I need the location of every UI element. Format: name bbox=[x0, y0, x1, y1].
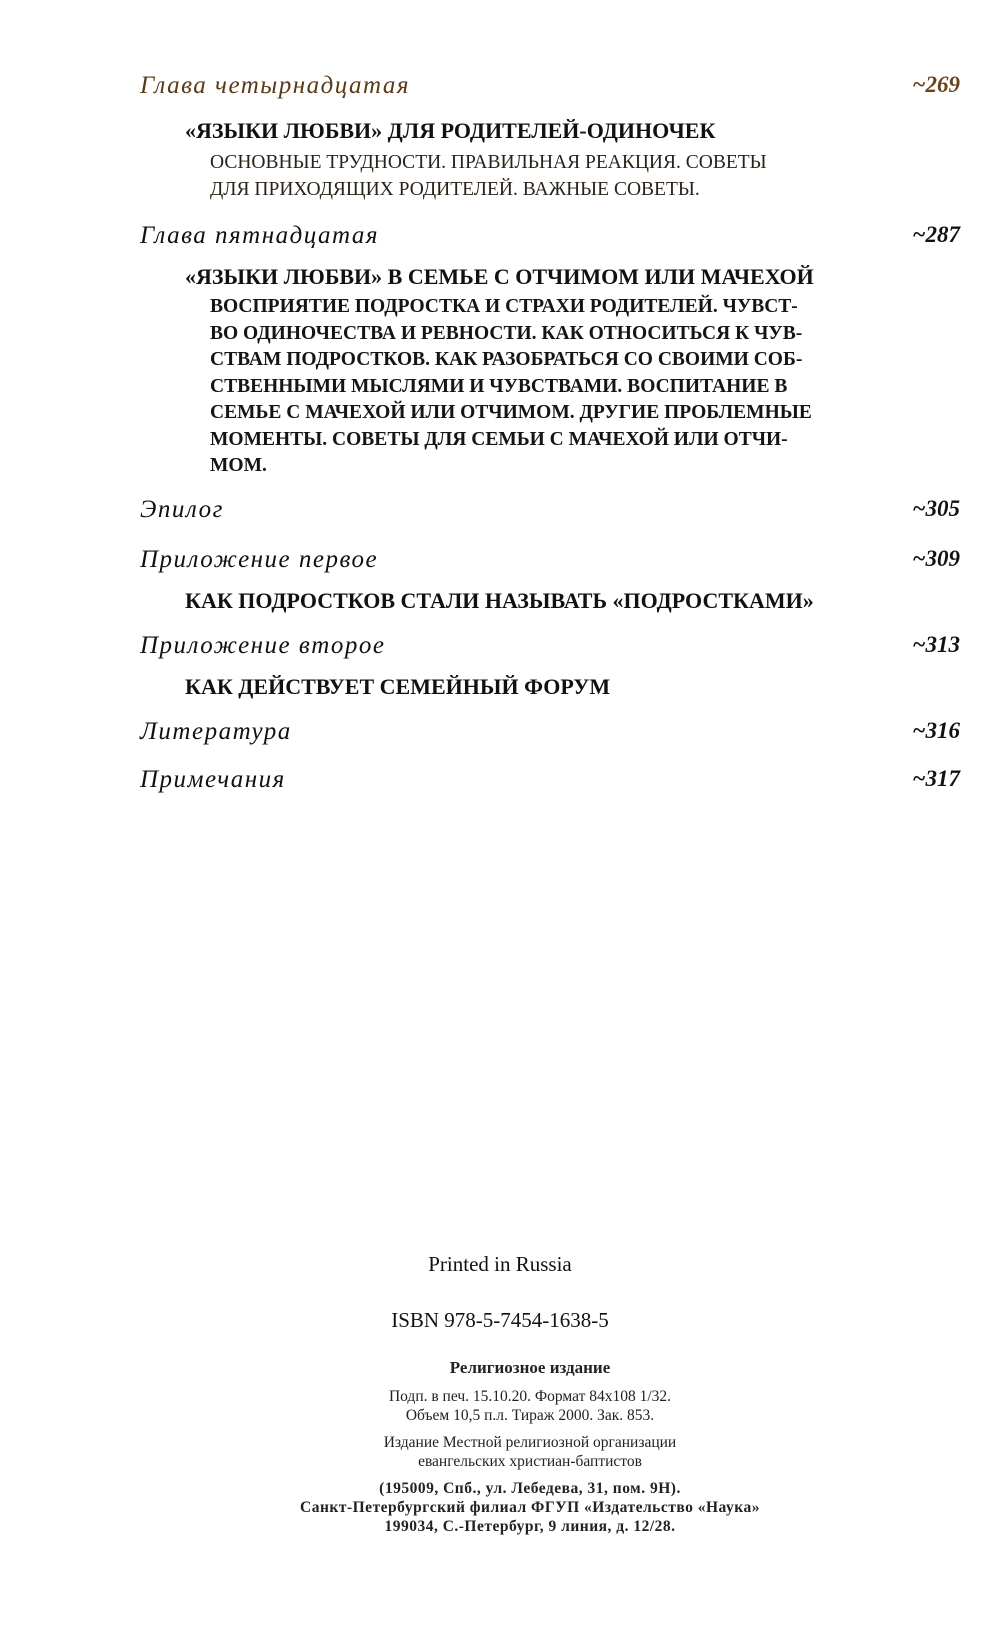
toc-entry-appendix-1[interactable] bbox=[140, 546, 960, 582]
toc-entry-subheading: «ЯЗЫКИ ЛЮБВИ» В СЕМЬЕ С ОТЧИМОМ ИЛИ МАЧЕХОЙ bbox=[185, 264, 814, 289]
toc-entry-title: Глава пятнадцатая bbox=[140, 222, 380, 249]
isbn-label: ISBN 978-5-7454-1638-5 bbox=[391, 1308, 609, 1332]
toc-entry-notes[interactable] bbox=[140, 766, 960, 802]
toc-entry-description bbox=[210, 294, 890, 480]
colophon-line: Издание Местной религиозной организации bbox=[383, 1434, 677, 1451]
toc-entry-page: ~287 bbox=[912, 222, 960, 247]
description-line: МОМЕНТЫ. СОВЕТЫ ДЛЯ СЕМЬИ С МАЧЕХОЙ ИЛИ ОТЧИ- bbox=[210, 428, 788, 450]
toc-entry-subheading: КАК ПОДРОСТКОВ СТАЛИ НАЗЫВАТЬ «ПОДРОСТКАМИ» bbox=[185, 588, 814, 613]
toc-entry-chapter-14[interactable] bbox=[140, 72, 960, 108]
toc-entry-page: ~269 bbox=[912, 72, 960, 97]
toc-entry-page: ~316 bbox=[912, 718, 960, 743]
description-line: СЕМЬЕ С МАЧЕХОЙ ИЛИ ОТЧИМОМ. ДРУГИЕ ПРОБЛЕМНЫЕ bbox=[210, 402, 812, 423]
toc-entry-chapter-15[interactable] bbox=[140, 222, 960, 258]
toc-entry-page: ~317 bbox=[912, 766, 960, 791]
description-line: ВО ОДИНОЧЕСТВА И РЕВНОСТИ. КАК ОТНОСИТЬСЯ К ЧУВ- bbox=[210, 322, 803, 344]
toc-entry-title: Приложение второе bbox=[140, 632, 386, 659]
toc-entry-title: Литература bbox=[140, 718, 292, 745]
toc-entry-title: Примечания bbox=[140, 766, 286, 793]
colophon-line: евангельских христиан-баптистов bbox=[418, 1453, 642, 1470]
printed-in-label: Printed in Russia bbox=[428, 1252, 572, 1276]
toc-entry-literature[interactable] bbox=[140, 718, 960, 754]
colophon-line: 199034, С.-Петербург, 9 линия, д. 12/28. bbox=[384, 1518, 676, 1535]
description-line: СТВАМ ПОДРОСТКОВ. КАК РАЗОБРАТЬСЯ СО СВОИМИ СОБ- bbox=[210, 349, 803, 370]
description-line: ОСНОВНЫЕ ТРУДНОСТИ. ПРАВИЛЬНАЯ РЕАКЦИЯ. СОВЕТЫ bbox=[210, 152, 767, 173]
toc-entry-page: ~313 bbox=[912, 632, 960, 657]
colophon-line: Подп. в печ. 15.10.20. Формат 84x108 1/32. bbox=[388, 1388, 672, 1405]
colophon-line: (195009, Спб., ул. Лебедева, 31, пом. 9Н). bbox=[379, 1480, 681, 1497]
toc-entry-epilogue[interactable] bbox=[140, 496, 960, 532]
toc-entry-page: ~305 bbox=[912, 496, 960, 521]
description-line: МОМ. bbox=[210, 455, 267, 476]
toc-entry-title: Приложение первое bbox=[140, 546, 379, 573]
toc-entry-subheading: «ЯЗЫКИ ЛЮБВИ» ДЛЯ РОДИТЕЛЕЙ-ОДИНОЧЕК bbox=[185, 118, 716, 143]
colophon-heading: Религиозное издание bbox=[449, 1358, 611, 1377]
toc-entry-title: Глава четырнадцатая bbox=[140, 72, 411, 99]
toc-entry-description bbox=[210, 150, 890, 203]
description-line: ДЛЯ ПРИХОДЯЩИХ РОДИТЕЛЕЙ. ВАЖНЫЕ СОВЕТЫ. bbox=[210, 178, 700, 200]
toc-entry-appendix-2[interactable] bbox=[140, 632, 960, 668]
description-line: СТВЕННЫМИ МЫСЛЯМИ И ЧУВСТВАМИ. ВОСПИТАНИЕ В bbox=[210, 375, 788, 397]
colophon-line: Санкт-Петербургский филиал ФГУП «Издательство «Наука» bbox=[300, 1499, 760, 1516]
colophon-line: Объем 10,5 п.л. Тираж 2000. Зак. 853. bbox=[405, 1407, 655, 1424]
toc-entry-title: Эпилог bbox=[140, 496, 224, 523]
description-line: ВОСПРИЯТИЕ ПОДРОСТКА И СТРАХИ РОДИТЕЛЕЙ. ЧУВСТ- bbox=[210, 296, 798, 317]
toc-entry-subheading: КАК ДЕЙСТВУЕТ СЕМЕЙНЫЙ ФОРУМ bbox=[185, 674, 611, 699]
colophon bbox=[250, 1358, 810, 1536]
toc-entry-page: ~309 bbox=[912, 546, 960, 571]
